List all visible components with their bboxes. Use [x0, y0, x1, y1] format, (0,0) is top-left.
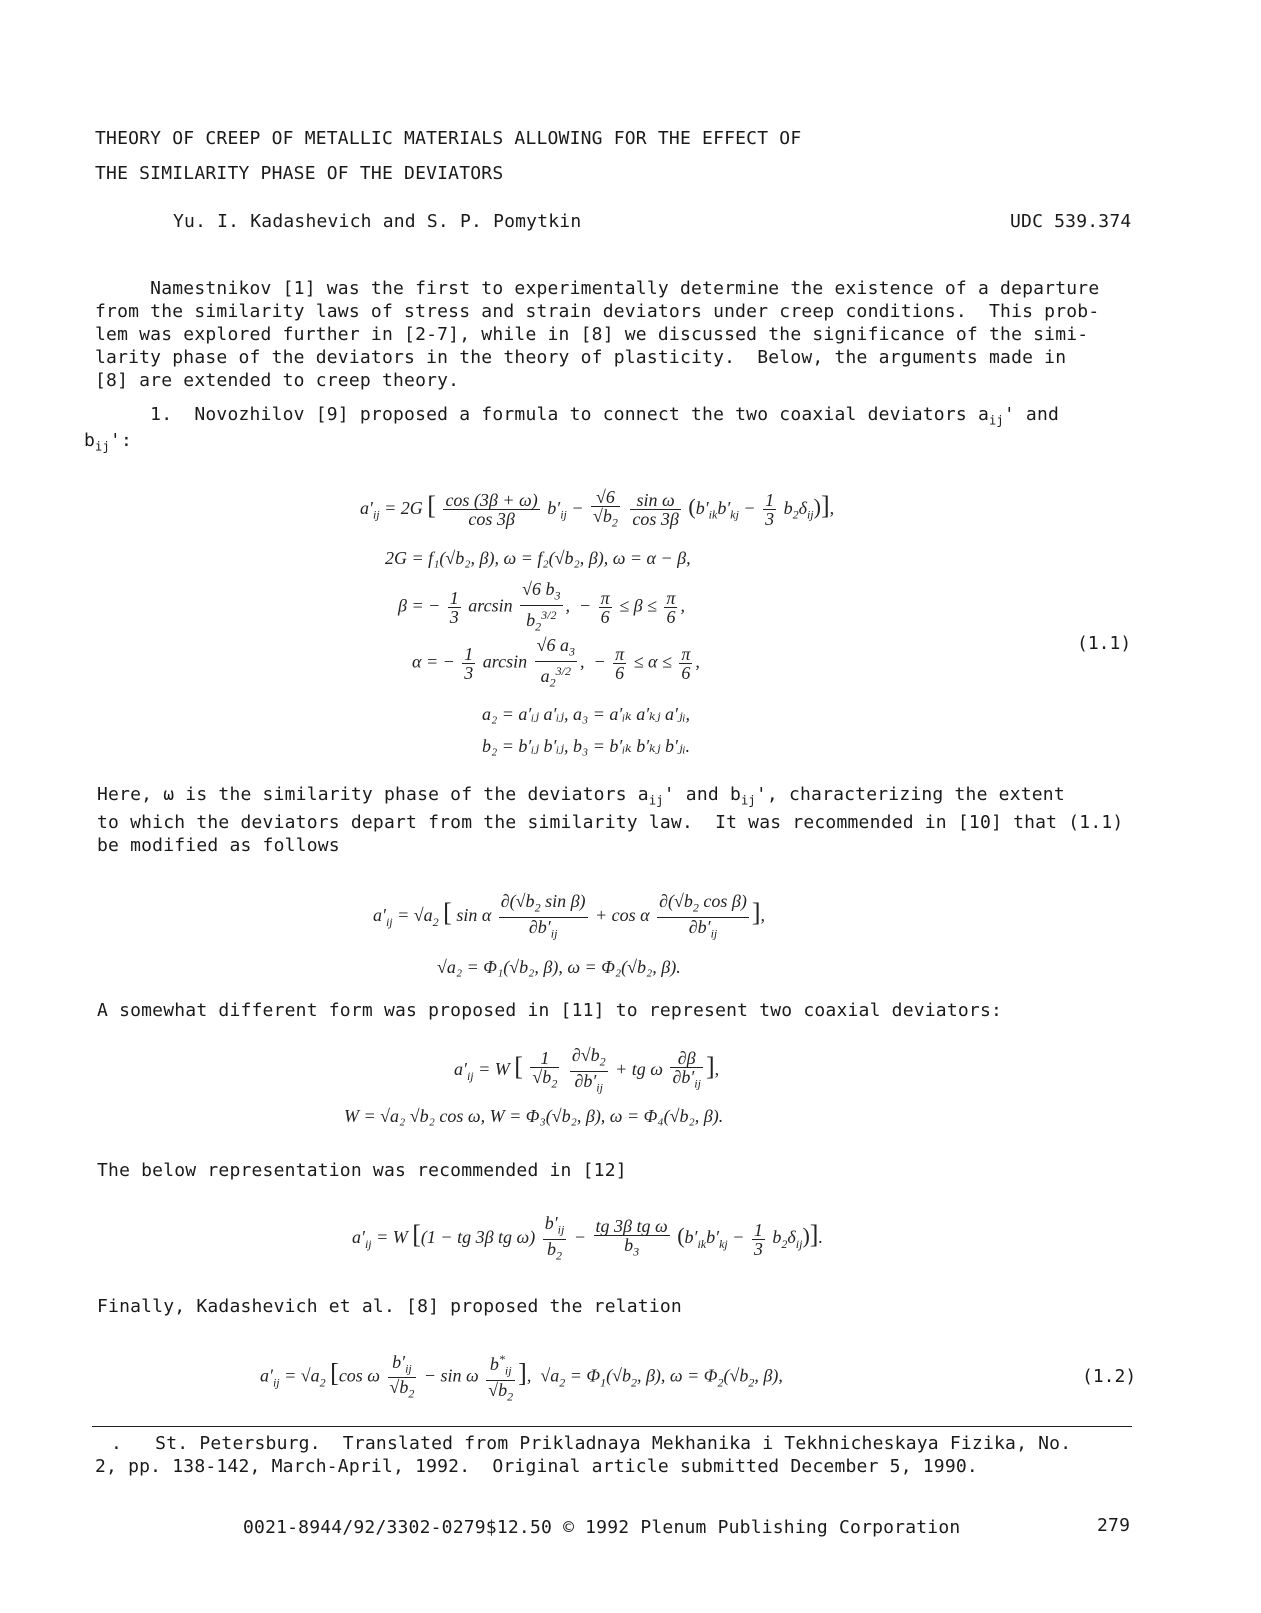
- equation-1-1-line-5: a₂ = a′ᵢⱼ a′ᵢⱼ, a₃ = a′ᵢₖ a′ₖⱼ a′ⱼᵢ,: [482, 704, 691, 724]
- intro-line-4: larity phase of the deviators in the theory of plasticity. Below, the arguments made in: [95, 347, 1067, 368]
- page-number: 279: [1097, 1515, 1131, 1536]
- equation-number-1-2: (1.2): [1082, 1366, 1137, 1387]
- intro-line-1: Namestnikov [1] was the first to experimentally determine the existence of a departure: [95, 278, 1100, 299]
- here-line-2: to which the deviators depart from the similarity law. It was recommended in [10] that (1.1): [97, 812, 1124, 833]
- equation-4: $a'_{ij} = W$ [(1 − tg 3β tg ω) $\frac{b'_{ij}}{b_2}$ − $\frac{\text{tg 3β tg ω}}{b_3}$ ($b'_{ik}b'_{kj}$ − $\frac{1}{3}$ $b_2\delta_{ij}$)].: [352, 1213, 823, 1263]
- equation-1-1-line-3: β = − $\frac{1}{3}$ arcsin $\frac{√6 b_3}{b_2^{3/2}}$ , − $\frac{\pi}{6}$ ≤ β ≤ $\frac{\pi}{6}$ ,: [398, 579, 685, 634]
- title-line-1: THEORY OF CREEP OF METALLIC MATERIALS ALLOWING FOR THE EFFECT OF: [95, 128, 802, 149]
- equation-3-line-2: W = √a₂ √b₂ cos ω, W = Φ₃(√b₂, β), ω = Φ₄(√b₂, β).: [344, 1106, 724, 1126]
- title-line-2: THE SIMILARITY PHASE OF THE DEVIATORS: [95, 163, 504, 184]
- here-line-3: be modified as follows: [97, 835, 340, 856]
- equation-1-1-line-1: $a'_{ij} = 2G$ [ $\frac{\cos (3\beta + \omega)}{\cos 3\beta}$ $b'_{ij}$ − $\frac{√6}{√b_2}$ $\frac{\text{sin ω}}{\cos 3\beta}$ ($b'_{ik}b'_{kj}$ − $\frac{1}{3}$ $b_2\delta_{ij}$)],: [360, 487, 835, 530]
- intro-line-2: from the similarity laws of stress and strain deviators under creep conditions. This prob-: [95, 301, 1100, 322]
- udc-code: UDC 539.374: [1010, 211, 1132, 232]
- footnote-line-2: 2, pp. 138-142, March-April, 1992. Original article submitted December 5, 1990.: [95, 1456, 978, 1477]
- equation-2-line-1: $a'_{ij} = √a_2$ [ sin α $\frac{\partial(√b_2 \sin \beta)}{\partial b'_{ij}}$ + cos α $\frac{\partial(√b_2 \cos \beta)}{\partial b'_{ij}}$ ],: [373, 891, 766, 941]
- equation-2-line-2: √a₂ = Φ₁(√b₂, β), ω = Φ₂(√b₂, β).: [437, 957, 681, 977]
- publication-code: 0021-8944/92/3302-0279$12.50 © 1992 Plenum Publishing Corporation: [243, 1517, 961, 1538]
- equation-1-1-line-6: b₂ = b′ᵢⱼ b′ᵢⱼ, b₃ = b′ᵢₖ b′ₖⱼ b′ⱼᵢ.: [482, 736, 691, 756]
- footnote-line-1: . St. Petersburg. Translated from Prikladnaya Mekhanika i Tekhnicheskaya Fizika, No.: [100, 1433, 1072, 1454]
- below-representation-paragraph: The below representation was recommended in [12]: [97, 1160, 627, 1181]
- equation-1-1-line-4: α = − $\frac{1}{3}$ arcsin $\frac{√6 a_3}{a_2^{3/2}}$ , − $\frac{\pi}{6}$ ≤ α ≤ $\frac{\pi}{6}$ ,: [412, 635, 700, 690]
- somewhat-paragraph: A somewhat different form was proposed in [11] to represent two coaxial deviators:: [97, 1000, 1003, 1021]
- footnote-divider: [92, 1426, 1132, 1427]
- equation-3-line-1: $a'_{ij} = W$ [ $\frac{1}{√b_2}$ $\frac{\partial√b_2}{\partial b'_{ij}}$ + tg ω $\frac{\partial\beta}{\partial b'_{ij}}$ ],: [454, 1045, 720, 1095]
- equation-1-1-line-2: 2G = f₁(√b₂, β), ω = f₂(√b₂, β), ω = α − β,: [385, 548, 691, 568]
- section-1-line-1: 1. Novozhilov [9] proposed a formula to connect the two coaxial deviators $a_{ij}'$ and: [95, 404, 1060, 428]
- intro-line-5: [8] are extended to creep theory.: [95, 370, 460, 391]
- here-line-1: Here, ω is the similarity phase of the deviators $a_{ij}'$ and $b_{ij}'$, characterizing the extent: [97, 784, 1065, 808]
- authors: Yu. I. Kadashevich and S. P. Pomytkin: [173, 211, 582, 232]
- equation-1-2: $a'_{ij} = √a_2$ [cos ω $\frac{b'_{ij}}{√b_2}$ − sin ω $\frac{b^*_{ij}}{√b_2}$ ], $√a_2 = \Phi_1(√b_2$, β), $\omega = \Phi_2(√b_2$, β),: [260, 1351, 783, 1404]
- section-1-line-2: $b_{ij}'$:: [84, 430, 132, 454]
- equation-number-1-1: (1.1): [1077, 633, 1132, 654]
- finally-paragraph: Finally, Kadashevich et al. [8] proposed the relation: [97, 1296, 682, 1317]
- intro-line-3: lem was explored further in [2-7], while in [8] we discussed the significance of the simi-: [95, 324, 1089, 345]
